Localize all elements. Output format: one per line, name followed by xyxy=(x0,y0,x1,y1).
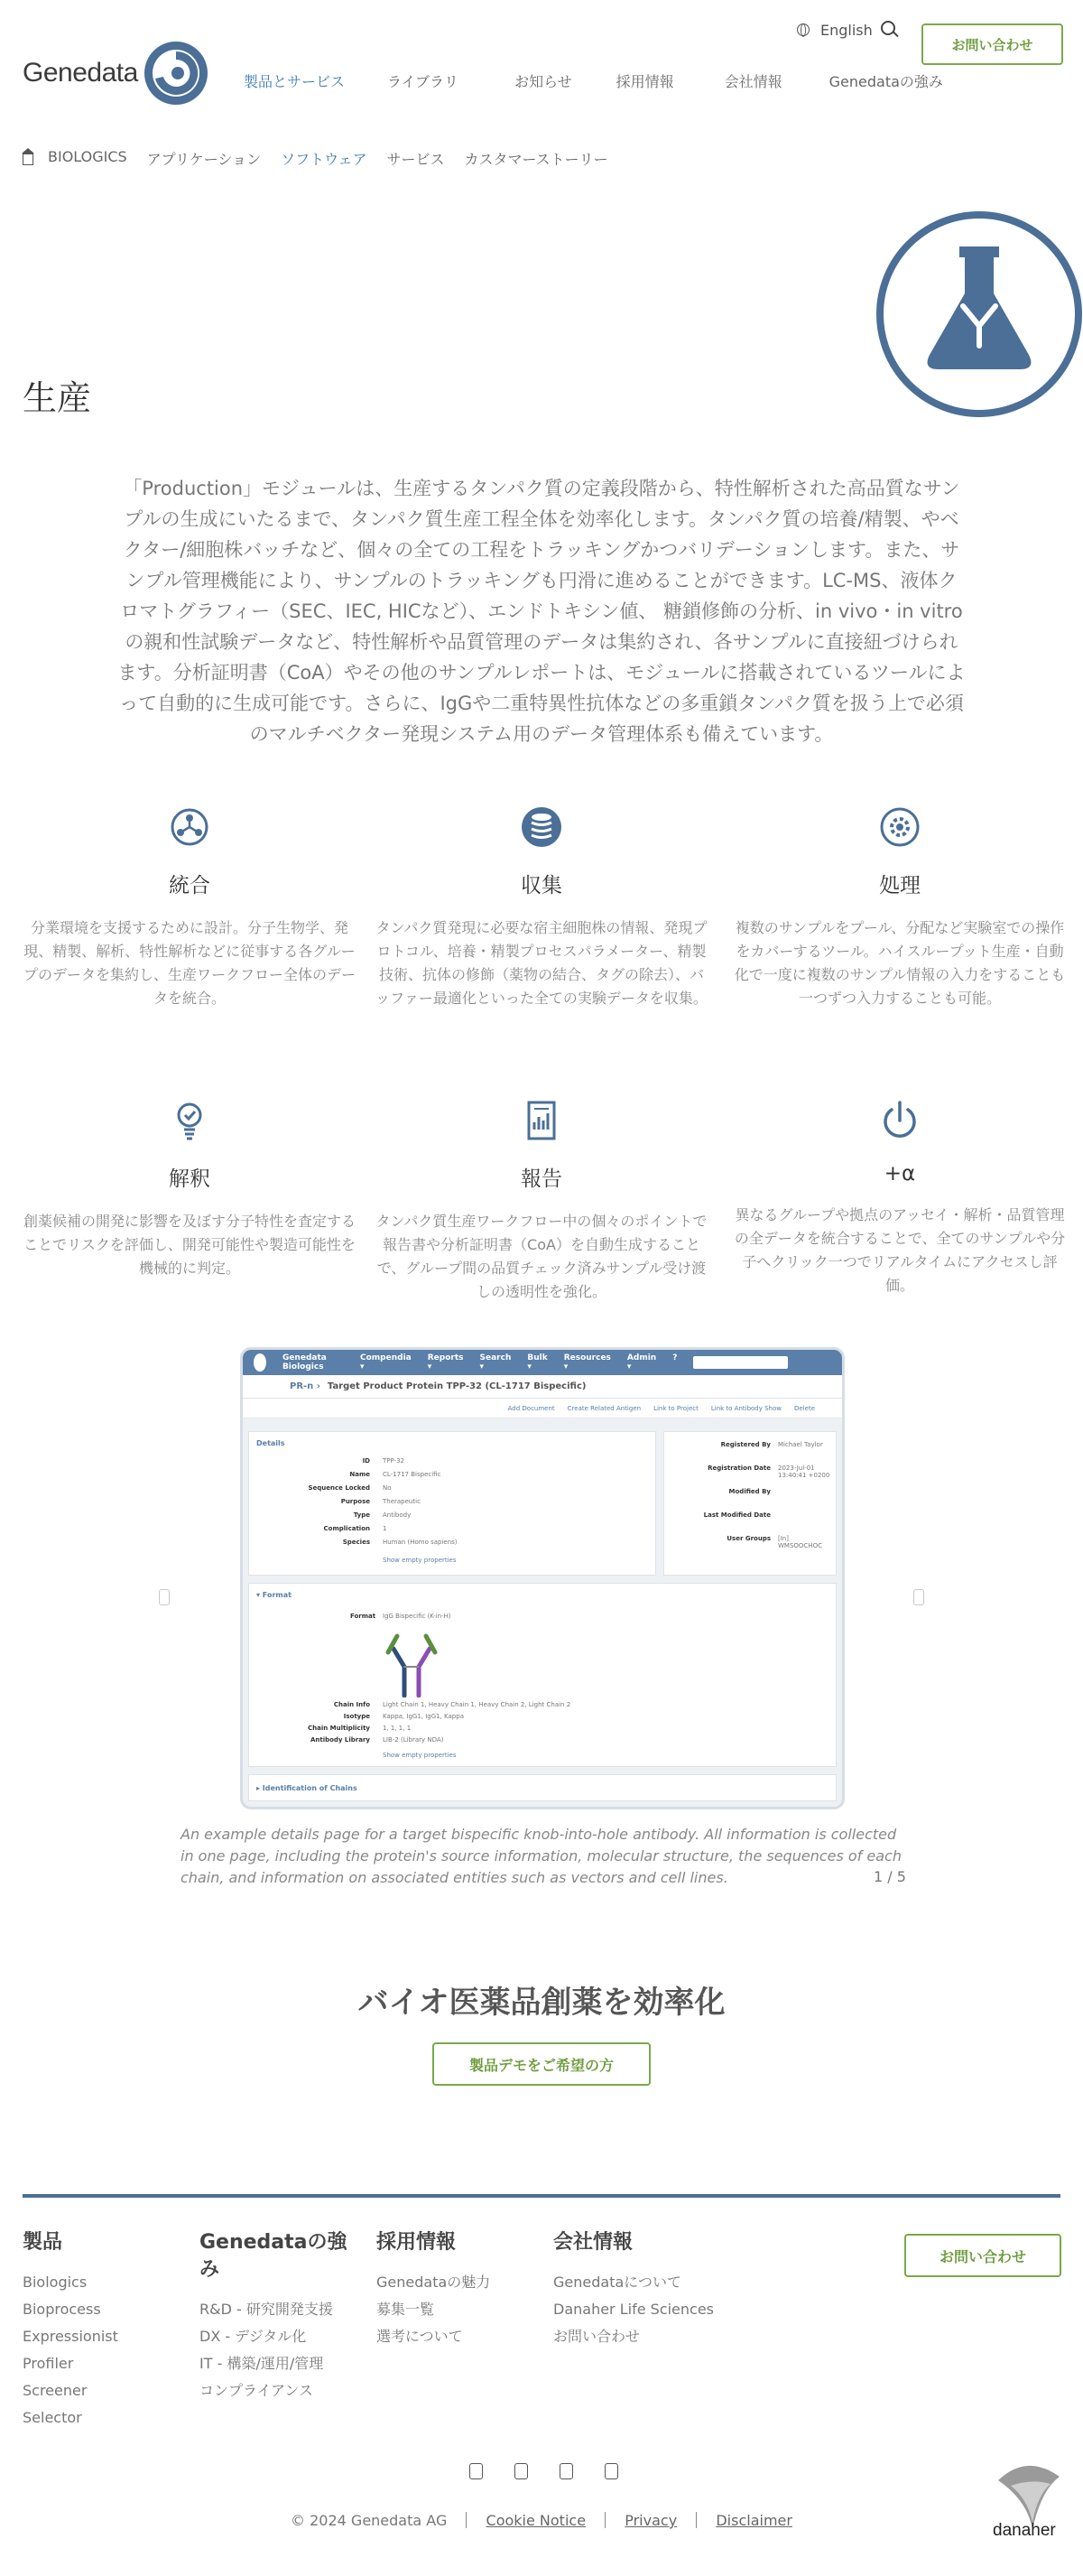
detail-value: TPP-32 xyxy=(383,1457,404,1465)
chain-value: Light Chain 1, Heavy Chain 1, Heavy Chain 2, Light Chain 2 xyxy=(383,1701,571,1708)
social-links xyxy=(469,2463,618,2479)
feature-text: 創薬候補の開発に影響を及ぼす分子特性を査定することでリスクを評価し、開発可能性や製造可能性を機械的に判定。 xyxy=(23,1213,356,1277)
search-icon[interactable] xyxy=(881,21,895,35)
home-icon[interactable] xyxy=(23,153,33,165)
carousel-next-button[interactable] xyxy=(913,1589,926,1607)
logo-swirl-icon xyxy=(142,39,210,107)
logo-text: Genedata xyxy=(23,58,138,88)
details-heading: Details xyxy=(256,1439,285,1447)
chain-value: LIB-2 (Library NDA) xyxy=(383,1736,444,1744)
app-menu-item: Resources ▾ xyxy=(563,1353,611,1372)
footer-heading: 製品 xyxy=(23,2231,63,2254)
app-name: Genedata Biologics xyxy=(282,1353,327,1372)
registration-value: [In] WMSOOCHOC xyxy=(778,1535,822,1549)
sub-nav-item[interactable]: ソフトウェア xyxy=(281,151,367,168)
registration-label: Registration Date xyxy=(708,1465,771,1472)
screenshot-carousel xyxy=(240,1347,845,1809)
detail-value: Antibody xyxy=(383,1511,412,1519)
registration-label: Last Modified Date xyxy=(703,1511,771,1519)
footer-link[interactable]: Expressionist xyxy=(23,2328,118,2345)
sub-nav-item[interactable]: サービス xyxy=(386,151,445,168)
app-toolbar-action: Add Document xyxy=(507,1404,555,1412)
separator xyxy=(466,2512,467,2528)
feature-text: タンパク質生産ワークフロー中の個々のポイントで報告書や分析証明書（CoA）を自動生成することで、グループ間の品質チェック済みサンプル受け渡しの透明性を強化。 xyxy=(375,1213,708,1300)
footer-contact-button[interactable]: お問い合わせ xyxy=(904,2234,1061,2277)
footer-link-list xyxy=(553,2269,734,2350)
feature-card xyxy=(375,1097,708,1304)
sub-nav-item[interactable]: カスタマーストーリー xyxy=(464,151,608,168)
sub-nav xyxy=(23,148,628,169)
feature-title: 処理 xyxy=(879,874,921,897)
registration-label: User Groups xyxy=(727,1535,771,1542)
main-nav-item[interactable]: 採用情報 xyxy=(616,73,674,90)
detail-value: CL-1717 Bispecific xyxy=(383,1471,441,1478)
intro-paragraph: 「Production」モジュールは、生産するタンパク質の定義段階から、特性解析された高品質なサンプルの生成にいたるまで、タンパク質生産工程全体を効率化します。タンパク質の培養/精製、やベクター/細胞株バッチなど、個々の全ての工程をトラッキングかつバリデーションします。また、サンプル管理機能により、サンプルのトラッキングも円滑に進めることができます。LC-MS、液体クロマトグラフィー（SEC、IEC, HICなど）、エンドトキシン値、 糖鎖修飾の分析、in vivo・in vitroの親和性試験データなど、特性解析や品質管理のデータは集約され、各サンプルに直接紐づけられます。分析証明書（CoA）やその他のサンプルレポートは、モジュールに搭載されているツールによって自動的に生成可能です。さらに、IgGや二重特異性抗体などの多重鎖タンパク質を扱う上で必須のマルチベクター発現システム用のデータ管理体系も備えています。 xyxy=(117,478,966,745)
feature-title: 統合 xyxy=(169,874,210,897)
footer-column xyxy=(23,2229,167,2432)
sub-nav-item[interactable]: BIOLOGICS xyxy=(48,148,127,165)
detail-label: Type xyxy=(353,1511,370,1519)
footer-link[interactable]: Screener xyxy=(23,2382,88,2399)
linkedin-icon[interactable] xyxy=(469,2463,483,2479)
privacy-link[interactable]: Privacy xyxy=(625,2512,678,2529)
detail-label: ID xyxy=(362,1457,370,1465)
app-toolbar-action: Create Related Antigen xyxy=(567,1404,642,1412)
chain-label: Isotype xyxy=(343,1713,370,1720)
footer-link-list xyxy=(23,2269,167,2432)
identification-panel xyxy=(248,1774,837,1801)
app-menubar xyxy=(243,1350,842,1375)
footer-link[interactable]: 募集一覧 xyxy=(376,2301,435,2318)
app-menu-item: ? xyxy=(672,1353,678,1362)
gear-icon xyxy=(876,804,923,851)
footer-link[interactable]: Genedataについて xyxy=(553,2274,681,2291)
footer-column xyxy=(376,2229,530,2350)
feature-title: 解釈 xyxy=(169,1167,210,1191)
footer-link[interactable]: お問い合わせ xyxy=(553,2328,641,2345)
feature-text: 複数のサンプルをプール、分配など実験室での操作をカバーするツール。ハイスループット生産・自動化で一度に複数のサンプル情報の入力をすることも一つずつ入力することも可能。 xyxy=(734,919,1066,1007)
footer-link[interactable]: Genedataの魅力 xyxy=(376,2274,491,2291)
footer-column xyxy=(553,2229,734,2350)
main-nav-item[interactable]: Genedataの強み xyxy=(828,73,943,90)
chevron-left-icon xyxy=(159,1589,170,1605)
main-nav-item[interactable]: 製品とサービス xyxy=(244,73,346,90)
show-empty-link: Show empty properties xyxy=(383,1557,457,1564)
footer-heading: 採用情報 xyxy=(376,2231,457,2254)
carousel-prev-button[interactable] xyxy=(159,1589,171,1607)
main-nav-item[interactable]: 会社情報 xyxy=(724,73,782,90)
footer-link[interactable]: Danaher Life Sciences xyxy=(553,2301,714,2318)
chain-label: Antibody Library xyxy=(310,1736,370,1744)
feature-text: 異なるグループや拠点のアッセイ・解析・品質管理の全データを統合することで、全てのサンプルや分子へクリック一つでリアルタイムにアクセスし評価。 xyxy=(734,1206,1066,1294)
main-nav-item[interactable]: ライブラリ xyxy=(387,73,459,90)
detail-label: Species xyxy=(342,1539,370,1546)
main-nav-item[interactable]: お知らせ xyxy=(514,73,572,90)
app-toolbar xyxy=(243,1399,842,1418)
detail-label: Sequence Locked xyxy=(308,1484,370,1492)
app-menu-item: Admin ▾ xyxy=(626,1353,657,1372)
feature-card xyxy=(733,1097,1067,1297)
chain-value: Kappa, IgG1, IgG1, Kappa xyxy=(383,1713,464,1720)
network-icon xyxy=(166,804,213,851)
footer-link[interactable]: DX - デジタル化 xyxy=(199,2328,307,2345)
app-breadcrumb: PR-n › xyxy=(290,1381,320,1391)
feature-card xyxy=(733,804,1067,1010)
demo-request-button[interactable]: 製品デモをご希望の方 xyxy=(432,2042,651,2086)
app-logo-icon xyxy=(254,1353,266,1372)
footer-link[interactable]: IT - 構築/運用/管理 xyxy=(199,2355,324,2372)
detail-value: Human (Homo sapiens) xyxy=(383,1539,458,1546)
genedata-logo[interactable] xyxy=(23,39,210,107)
app-heading-bar xyxy=(243,1375,842,1399)
registration-label: Registered By xyxy=(720,1441,771,1448)
flask-antibody-icon xyxy=(875,210,1083,418)
registration-label: Modified By xyxy=(728,1488,771,1495)
detail-value: Therapeutic xyxy=(383,1498,421,1505)
feature-text: タンパク質発現に必要な宿主細胞株の情報、発現プロトコル、培養・精製プロセスパラメーター、精製技術、抗体の修飾（薬物の結合、タグの除去）、バッファー最適化といった全ての実験データを収集。 xyxy=(375,919,708,1007)
app-toolbar-action: Link to Project xyxy=(653,1404,699,1412)
power-icon xyxy=(876,1097,923,1144)
app-menu-item: Reports ▾ xyxy=(427,1353,464,1372)
footer-link[interactable]: Selector xyxy=(23,2409,82,2426)
carousel-caption: An example details page for a target bispecific knob-into-hole antibody. All information is collected in one page, including the protein's source information, molecular structure, the sequences of each chain, and information on associated entities such as vectors and cell lines. xyxy=(180,1826,902,1886)
antibody-structure-image xyxy=(384,1625,439,1697)
footer-link[interactable]: Bioprocess xyxy=(23,2301,101,2318)
feature-title: 報告 xyxy=(521,1167,562,1191)
sub-nav-item[interactable]: アプリケーション xyxy=(146,151,262,168)
separator xyxy=(696,2512,697,2528)
feature-title: +α xyxy=(884,1162,916,1186)
carousel-counter: 1 / 5 xyxy=(874,1868,906,1885)
format-panel xyxy=(248,1583,837,1767)
danaher-wordmark: danaher xyxy=(993,2521,1056,2540)
detail-label: Complication xyxy=(323,1525,370,1532)
footer-link[interactable]: コンプライアンス xyxy=(199,2382,313,2399)
x-icon[interactable] xyxy=(514,2463,528,2479)
details-panel xyxy=(248,1431,656,1576)
detail-value: No xyxy=(383,1484,392,1492)
lightbulb-icon xyxy=(166,1097,213,1144)
footer-link[interactable]: Profiler xyxy=(23,2355,74,2372)
feature-title: 収集 xyxy=(521,874,562,897)
page-title: 生産 xyxy=(23,378,92,418)
footer-link[interactable]: Biologics xyxy=(23,2274,88,2291)
footer-heading: Genedataの強み xyxy=(199,2231,347,2281)
main-nav xyxy=(244,70,943,91)
app-menu-item: Compendia ▾ xyxy=(360,1353,412,1372)
app-menu-item: Search ▾ xyxy=(479,1353,512,1372)
format-label: Format xyxy=(350,1613,376,1620)
app-page-heading: Target Product Protein TPP-32 (CL-1717 Bispecific) xyxy=(327,1381,587,1391)
footer-divider xyxy=(23,2194,1060,2198)
registration-panel xyxy=(663,1431,837,1576)
language-label: English xyxy=(820,21,873,39)
cookie-notice-link[interactable]: Cookie Notice xyxy=(486,2512,587,2529)
chain-label: Chain Multiplicity xyxy=(307,1725,370,1732)
app-toolbar-action: Link to Antibody Show xyxy=(710,1404,782,1412)
app-search-field xyxy=(693,1356,788,1369)
wechat-icon[interactable] xyxy=(605,2463,618,2479)
legal-bar xyxy=(0,2512,1083,2529)
footer-link[interactable]: 選考について xyxy=(376,2328,463,2345)
footer-column xyxy=(199,2229,353,2404)
feature-card xyxy=(375,804,708,1010)
chain-value: 1, 1, 1, 1 xyxy=(383,1725,412,1732)
disclaimer-link[interactable]: Disclaimer xyxy=(716,2512,792,2529)
chevron-right-icon xyxy=(913,1589,924,1605)
show-empty-link-format: Show empty properties xyxy=(383,1752,457,1759)
database-icon xyxy=(518,804,565,851)
contact-button[interactable]: お問い合わせ xyxy=(921,23,1063,65)
format-value: IgG Bispecific (K-in-H) xyxy=(383,1613,451,1620)
feature-text: 分業環境を支援するために設計。分子生物学、発現、精製、解析、特性解析などに従事する各グループのデータを集約し、生産ワークフロー全体のデータを統合。 xyxy=(23,919,356,1007)
feature-card xyxy=(23,804,356,1010)
identification-heading: ▸ Identification of Chains xyxy=(256,1784,357,1792)
footer-heading: 会社情報 xyxy=(553,2231,634,2254)
format-heading: ▾ Format xyxy=(256,1591,292,1599)
report-icon xyxy=(518,1097,565,1144)
detail-label: Name xyxy=(349,1471,370,1478)
chain-label: Chain Info xyxy=(333,1701,370,1708)
footer-link[interactable]: R&D - 研究開発支援 xyxy=(199,2301,333,2318)
youtube-icon[interactable] xyxy=(560,2463,573,2479)
app-menu-item: Bulk ▾ xyxy=(527,1353,548,1372)
copyright: © 2024 Genedata AG xyxy=(291,2512,448,2529)
footer-link-list xyxy=(376,2269,530,2350)
app-toolbar-action: Delete xyxy=(794,1404,815,1412)
registration-value: 2023-Jul-01 13:40:41 +0200 xyxy=(778,1465,830,1479)
registration-value: Michael Taylor xyxy=(778,1441,823,1448)
language-selector[interactable] xyxy=(797,18,873,42)
footer-link-list xyxy=(199,2296,353,2404)
feature-card xyxy=(23,1097,356,1280)
cta-title: バイオ医薬品創薬を効率化 xyxy=(357,1985,726,2021)
separator xyxy=(605,2512,606,2528)
detail-value: 1 xyxy=(383,1525,387,1532)
globe-icon xyxy=(797,23,810,36)
detail-label: Purpose xyxy=(340,1498,370,1505)
